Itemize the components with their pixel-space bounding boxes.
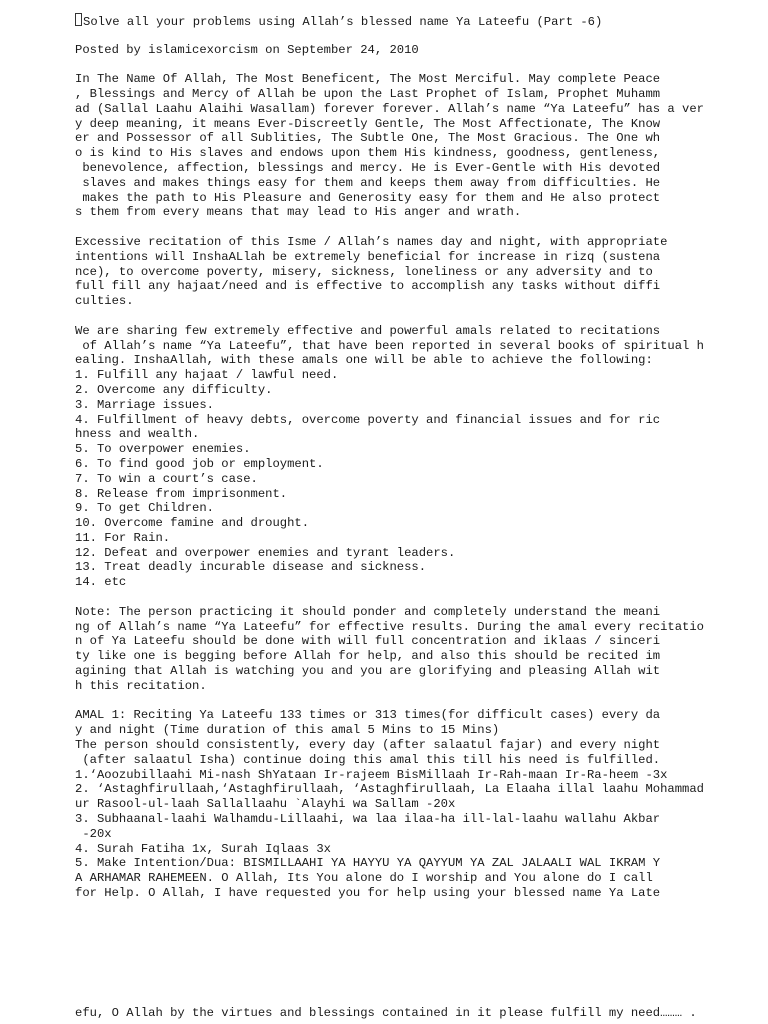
footer-text: efu, O Allah by the virtues and blessings contained in it please fulfill my need……… . xyxy=(75,1006,697,1020)
amal-line: -20x xyxy=(75,826,112,841)
sharing-line: 2. Overcome any difficulty. xyxy=(75,382,273,397)
note-line: n of Ya Lateefu should be done with will full concentration and iklaas / sinceri xyxy=(75,634,661,649)
sharing-line: 8. Release from imprisonment. xyxy=(75,486,288,501)
sharing-line: 12. Defeat and overpower enemies and tyrant leaders. xyxy=(75,545,456,560)
note-line: h this recitation. xyxy=(75,678,207,693)
amal-line: 4. Surah Fatiha 1x, Surah Iqlaas 3x xyxy=(75,841,331,856)
post-meta: Posted by islamicexorcism on September 24, 2010 xyxy=(75,42,419,57)
intro-line: In The Name Of Allah, The Most Beneficent, The Most Merciful. May complete Peace xyxy=(75,72,661,87)
recitation-paragraph xyxy=(75,235,755,309)
note-line: ty like one is begging before Allah for help, and also this should be recited im xyxy=(75,649,661,664)
sharing-line: 14. etc xyxy=(75,575,127,590)
note-paragraph xyxy=(75,605,755,694)
intro-paragraph xyxy=(75,72,755,220)
sharing-line: 11. For Rain. xyxy=(75,530,171,545)
amal-line: 2. ‘Astaghfirullaah,‘Astaghfirullaah, ‘Astaghfirullaah, La Elaaha illal laahu Mohammad xyxy=(75,782,704,797)
sharing-line: We are sharing few extremely effective and powerful amals related to recitations xyxy=(75,323,661,338)
intro-line: benevolence, affection, blessings and mercy. He is Ever-Gentle with His devoted xyxy=(75,160,661,175)
amal-line: AMAL 1: Reciting Ya Lateefu 133 times or 313 times(for difficult cases) every da xyxy=(75,708,661,723)
sharing-line: of Allah’s name “Ya Lateefu”, that have been reported in several books of spiritual h xyxy=(75,338,704,353)
title-text: Solve all your problems using Allah’s blessed name Ya Lateefu (Part -6) xyxy=(83,15,603,29)
amal-line: A ARHAMAR RAHEMEEN. O Allah, Its You alone do I worship and You alone do I call xyxy=(75,871,653,886)
note-line: Note: The person practicing it should ponder and completely understand the meani xyxy=(75,604,661,619)
recitation-line: full fill any hajaat/need and is effective to accomplish any tasks without diffi xyxy=(75,279,661,294)
intro-line: er and Possessor of all Sublities, The Subtle One, The Most Gracious. The One wh xyxy=(75,131,661,146)
sharing-line: hness and wealth. xyxy=(75,427,200,442)
intro-line: , Blessings and Mercy of Allah be upon the Last Prophet of Islam, Prophet Muhamm xyxy=(75,86,661,101)
intro-line: o is kind to His slaves and endows upon them His kindness, goodness, gentleness, xyxy=(75,146,661,161)
sharing-line: 6. To find good job or employment. xyxy=(75,456,324,471)
amal-line: (after salaatul Isha) continue doing this amal this till his need is fulfilled. xyxy=(75,752,661,767)
amal-line: 3. Subhaanal-laahi Walhamdu-Lillaahi, wa laa ilaa-ha ill-lal-laahu wallahu Akbar xyxy=(75,812,661,827)
sharing-line: 1. Fulfill any hajaat / lawful need. xyxy=(75,368,339,383)
note-line: agining that Allah is watching you and you are glorifying and pleasing Allah wit xyxy=(75,664,661,679)
benefits-list xyxy=(75,324,755,590)
recitation-line: culties. xyxy=(75,294,134,309)
recitation-line: Excessive recitation of this Isme / Allah’s names day and night, with appropriate xyxy=(75,234,668,249)
amal-section xyxy=(75,708,755,900)
sharing-line: 10. Overcome famine and drought. xyxy=(75,516,310,531)
amal-line: The person should consistently, every day (after salaatul fajar) and every night xyxy=(75,738,661,753)
sharing-line: 4. Fulfillment of heavy debts, overcome poverty and financial issues and for ric xyxy=(75,412,661,427)
note-line: ng of Allah’s name “Ya Lateefu” for effective results. During the amal every recitatio xyxy=(75,619,704,634)
sharing-line: 3. Marriage issues. xyxy=(75,397,214,412)
amal-line: for Help. O Allah, I have requested you for help using your blessed name Ya Late xyxy=(75,886,661,901)
amal-line: 5. Make Intention/Dua: BISMILLAAHI YA HAYYU YA QAYYUM YA ZAL JALAALI WAL IKRAM Y xyxy=(75,856,661,871)
recitation-line: nce), to overcome poverty, misery, sickness, loneliness or any adversity and to xyxy=(75,264,653,279)
intro-line: y deep meaning, it means Ever-Discreetly Gentle, The Most Affectionate, The Know xyxy=(75,116,661,131)
document-body xyxy=(75,13,755,901)
intro-line: slaves and makes things easy for them and keeps them away from difficulties. He xyxy=(75,175,661,190)
intro-line: makes the path to His Pleasure and Generosity easy for them and He also protect xyxy=(75,190,661,205)
amal-line: y and night (Time duration of this amal 5 Mins to 15 Mins) xyxy=(75,723,500,738)
intro-line: ad (Sallal Laahu Alaihi Wasallam) forever forever. Allah’s name “Ya Lateefu” has a ver xyxy=(75,101,704,116)
amal-line: ur Rasool-ul-laah Sallallaahu `Alayhi wa Sallam -20x xyxy=(75,797,456,812)
sharing-line: 9. To get Children. xyxy=(75,501,214,516)
sharing-line: 7. To win a court’s case. xyxy=(75,471,258,486)
sharing-line: 5. To overpower enemies. xyxy=(75,442,251,457)
missing-glyph-icon xyxy=(75,13,82,26)
sharing-line: 13. Treat deadly incurable disease and sickness. xyxy=(75,560,427,575)
sharing-line: ealing. InshaAllah, with these amals one will be able to achieve the following: xyxy=(75,353,653,368)
recitation-line: intentions will InshaALlah be extremely beneficial for increase in rizq (sustena xyxy=(75,249,661,264)
page-footer-line xyxy=(75,1006,755,1021)
document-title xyxy=(75,13,755,28)
amal-line: 1.‘Aoozubillaahi Mi-nash ShYataan Ir-rajeem BisMillaah Ir-Rah-maan Ir-Ra-heem -3x xyxy=(75,767,668,782)
intro-line: s them from every means that may lead to His anger and wrath. xyxy=(75,205,522,220)
